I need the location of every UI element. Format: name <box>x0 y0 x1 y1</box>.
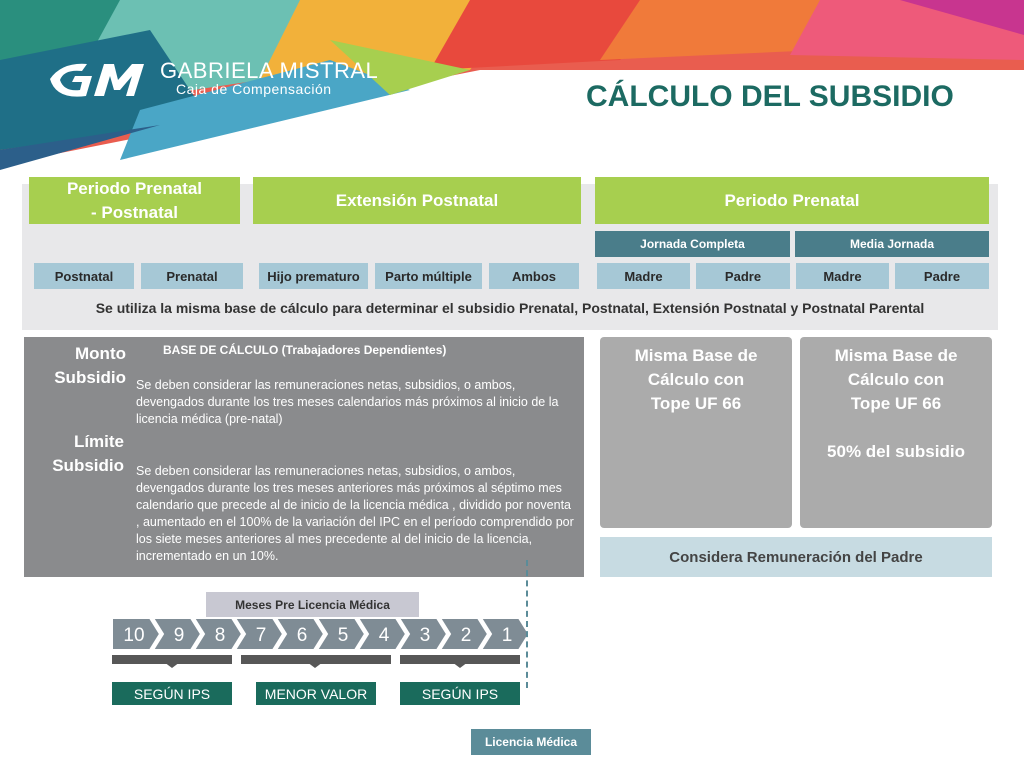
gm-logo-icon <box>42 54 152 104</box>
category-extension-postnatal: Extensión Postnatal <box>253 177 581 224</box>
group-segun-ips-1: SEGÚN IPS <box>112 682 232 705</box>
category-periodo-prenatal: Periodo Prenatal <box>595 177 989 224</box>
meses-pre-licencia-label: Meses Pre Licencia Médica <box>206 592 419 617</box>
remuneracion-padre-box: Considera Remuneración del Padre <box>600 537 992 577</box>
licencia-medica-label: Licencia Médica <box>471 729 591 755</box>
month-number: 10 <box>123 625 145 646</box>
month-number: 5 <box>337 625 349 646</box>
monto-subsidio-text: Se deben considerar las remuneraciones netas, subsidios, o ambos, devengados durante los tres meses calendarios más próximos al inicio de la licencia médica (pre-natal) <box>136 378 559 426</box>
media-jornada-header: Media Jornada <box>795 231 989 257</box>
option-hijo-prematuro: Hijo prematuro <box>259 263 368 289</box>
jornada-completa-header: Jornada Completa <box>595 231 790 257</box>
group-menor-valor: MENOR VALOR <box>256 682 376 705</box>
option-padre-media: Padre <box>895 263 989 289</box>
option-prenatal: Prenatal <box>141 263 243 289</box>
month-number: 2 <box>460 625 472 646</box>
option-postnatal: Postnatal <box>34 263 134 289</box>
brand-name: GABRIELA MISTRAL <box>160 58 379 83</box>
licencia-divider <box>526 560 528 688</box>
brand-subtitle: Caja de Compensación <box>176 81 332 97</box>
month-number: 4 <box>378 625 390 646</box>
category-prenatal-postnatal: Periodo Prenatal - Postnatal <box>29 177 240 224</box>
page-title: CÁLCULO DEL SUBSIDIO <box>586 80 954 113</box>
base-calculo-header: BASE DE CÁLCULO (Trabajadores Dependientes) <box>163 343 447 357</box>
jornada-completa-box: Misma Base de Cálculo con Tope UF 66 <box>600 337 792 528</box>
limite-subsidio-text: Se deben considerar las remuneraciones netas, subsidios, o ambos, devengados durante los tres meses anteriores más próximos al séptimo mes calendario que precede al de inicio de la licencia médica , dividido por noventa , aumentado en el 100% de la variación del IPC en el período comprendido por los siete meses anteriores al mes precedente al del inicio de la licencia, incrementado en un 10%. <box>136 464 574 563</box>
option-madre-media: Madre <box>796 263 889 289</box>
group-segun-ips-2: SEGÚN IPS <box>400 682 520 705</box>
months-timeline <box>112 618 534 656</box>
option-padre-completa: Padre <box>696 263 790 289</box>
media-jornada-box: Misma Base de Cálculo con Tope UF 66 50% del subsidio <box>800 337 992 528</box>
month-number: 6 <box>296 625 308 646</box>
base-calculo-note: Se utiliza la misma base de cálculo para determinar el subsidio Prenatal, Postnatal, Extensión Postnatal y Postnatal Parental <box>95 300 925 316</box>
option-parto-multiple: Parto múltiple <box>375 263 482 289</box>
monto-subsidio-label: Monto Subsidio <box>54 344 126 387</box>
limite-subsidio-label: Límite Subsidio <box>52 432 124 475</box>
month-number: 8 <box>214 625 226 646</box>
month-number: 1 <box>501 625 513 646</box>
option-madre-completa: Madre <box>597 263 690 289</box>
month-number: 3 <box>419 625 431 646</box>
month-number: 9 <box>173 625 185 646</box>
group-bar-pointers <box>112 662 532 670</box>
option-ambos: Ambos <box>489 263 579 289</box>
month-number: 7 <box>255 625 267 646</box>
